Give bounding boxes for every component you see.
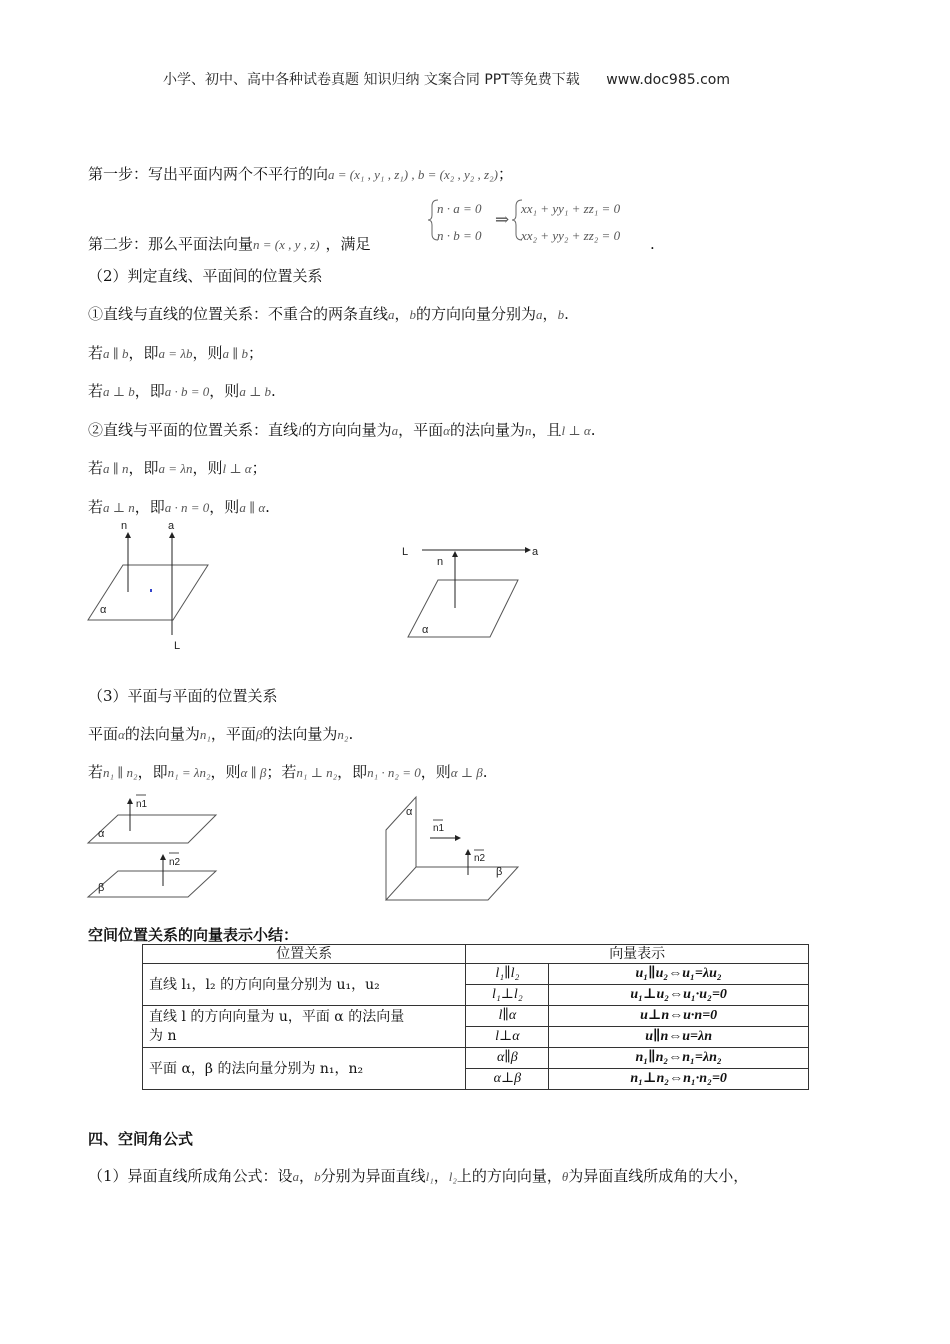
ll-sep2: ， <box>542 305 558 323</box>
row3-a: α∥β <box>466 1048 549 1069</box>
table-row <box>143 964 809 985</box>
fig1-label-alpha: α <box>100 604 107 616</box>
line-line-rule-perp <box>88 381 276 402</box>
lp-a: a <box>391 423 399 438</box>
s4-p1: （1）异面直线所成角公式：设 <box>88 1167 293 1185</box>
ll-vb: b <box>557 307 565 322</box>
vector-n2-arrow-4 <box>465 849 471 855</box>
pp-r-pre: 若 <box>88 763 104 781</box>
lp-alpha: α <box>443 423 450 438</box>
fig3-label-alpha: α <box>98 828 105 840</box>
line-line-title <box>88 304 569 325</box>
header-text: 小学、初中、高中各种试卷真题 知识归纳 文案合同 PPT等免费下载 <box>163 72 580 88</box>
system-arrow: ⇒ <box>495 210 510 230</box>
summary-table <box>142 944 809 1090</box>
fig2-label-n: n <box>437 556 444 568</box>
s4-b: b <box>314 1169 321 1184</box>
system-left-2: n · b = 0 <box>437 228 482 243</box>
fig1-label-n: n <box>121 520 128 532</box>
lp-r1-mid: ，即 <box>128 459 159 477</box>
s4-theta: θ <box>561 1169 569 1184</box>
ll-r2-end: . <box>271 382 276 400</box>
plane-beta-3 <box>88 871 216 897</box>
step2-text: 第二步：那么平面法向量 <box>88 235 254 253</box>
fig3-label-n2: n2 <box>169 857 181 868</box>
lp-r2-cond: a ⊥ n <box>103 500 135 515</box>
ll-r1-formula: a = λb <box>158 346 193 361</box>
figure-line-perp-plane <box>88 520 308 655</box>
lp-t4: 的法向量为 <box>450 421 526 439</box>
table-row <box>143 1006 809 1027</box>
ll-mid: 的方向向量分别为 <box>416 305 537 323</box>
ll-r2-then: ，则 <box>209 382 240 400</box>
plane-plane-rules <box>88 762 488 783</box>
lp-r2-formula: a · n = 0 <box>164 500 210 515</box>
lp-r2-result: a ∥ α <box>239 500 266 515</box>
figure-perpendicular-planes <box>386 795 536 905</box>
vector-n-arrow-2 <box>452 551 458 557</box>
ll-r1-cond: a ∥ b <box>103 346 129 361</box>
figure-line-parallel-plane <box>398 540 568 650</box>
plane-alpha-3 <box>88 815 216 843</box>
fig3-label-beta: β <box>98 882 105 894</box>
pp-r-then1: ，则 <box>210 763 241 781</box>
step2-line <box>88 234 371 255</box>
ll-r2-mid: ，即 <box>134 382 165 400</box>
system-right-1: xx₁ + yy₁ + zz₁ = 0 <box>521 201 621 216</box>
lp-r1-then: ，则 <box>192 459 223 477</box>
ll-a: a <box>388 307 395 322</box>
s4-sep1: ， <box>299 1167 315 1185</box>
row1-b-formula: u₁⊥u₂⇔u₁·u₂=0 <box>549 985 809 1006</box>
fig3-label-n1: n1 <box>136 799 148 810</box>
lp-r2-pre: 若 <box>88 498 104 516</box>
summary-title: 空间位置关系的向量表示小结： <box>88 926 299 944</box>
lp-r2-mid: ，即 <box>134 498 165 516</box>
s4-a: a <box>292 1169 300 1184</box>
section-4-title: 四、空间角公式 <box>88 1130 194 1148</box>
s4-sep2: ， <box>433 1167 449 1185</box>
pp-p3: ，平面 <box>210 725 256 743</box>
pp-n1: n₁ <box>199 727 211 742</box>
line-line-rule-parallel <box>88 343 263 364</box>
ll-end: . <box>564 305 569 323</box>
vector-a-arrow <box>169 532 175 538</box>
table-header-row <box>143 945 809 964</box>
fig4-label-alpha: α <box>406 806 413 818</box>
ll-r1-result: a ∥ b <box>222 346 248 361</box>
pp-r-result2: α ⊥ β <box>450 765 483 780</box>
pp-r-then2: ，则 <box>420 763 451 781</box>
pp-p5: . <box>348 725 354 743</box>
ll-r2-cond: a ⊥ b <box>103 384 135 399</box>
ll-va: a <box>536 307 543 322</box>
s4-l2: l₂ <box>448 1169 457 1184</box>
row1-a-formula: u₁∥u₂⇔u₁=λu₂ <box>549 964 809 985</box>
lp-r1-pre: 若 <box>88 459 104 477</box>
page-header <box>163 70 730 90</box>
line-plane-rule-perp <box>88 458 267 479</box>
header-vector: 向量表示 <box>466 945 809 964</box>
ll-r2-result: a ⊥ b <box>239 384 272 399</box>
ll-title-text: ①直线与直线的位置关系：不重合的两条直线 <box>88 305 389 323</box>
lp-r1-result: l ⊥ α <box>222 461 252 476</box>
step2-formula: n = (x , y , z) <box>253 237 320 252</box>
lp-r1-end: ； <box>251 459 267 477</box>
system-right-2: xx₂ + yy₂ + zz₂ = 0 <box>521 228 621 243</box>
row2-desc-line2: 为 n <box>149 1027 177 1044</box>
section-2-title: （2）判定直线、平面间的位置关系 <box>88 267 323 285</box>
ll-r2-formula: a · b = 0 <box>164 384 210 399</box>
row2-b-formula: u∥n⇔u=λn <box>549 1027 809 1048</box>
ll-b: b <box>409 307 417 322</box>
vector-n2-arrow <box>160 854 166 860</box>
fig4-label-n1: n1 <box>433 823 445 834</box>
fig1-label-a: a <box>168 520 175 532</box>
system-left-1: n · a = 0 <box>437 201 482 216</box>
figure-parallel-planes <box>88 793 228 903</box>
ll-sep: ， <box>394 305 410 323</box>
fig2-label-a: a <box>532 546 539 558</box>
ll-r1-mid: ，即 <box>128 344 159 362</box>
pp-r-mid1: ，即 <box>137 763 168 781</box>
s4-p2: 分别为异面直线 <box>320 1167 426 1185</box>
pp-r-cond2: n₁ ⊥ n₂ <box>296 765 338 780</box>
pp-r-mid2: ，即 <box>337 763 368 781</box>
pp-r-formula2: n₁ · n₂ = 0 <box>367 765 421 780</box>
row3-b-formula: n₁⊥n₂⇔n₁·n₂=0 <box>549 1069 809 1090</box>
row2-a: l∥α <box>466 1006 549 1027</box>
pp-beta: β <box>255 727 263 742</box>
lp-t3: ，平面 <box>398 421 444 439</box>
step2-mid: ，满足 <box>325 235 371 253</box>
s4-l1: l₁ <box>425 1169 434 1184</box>
lp-n: n <box>525 423 532 438</box>
ll-r1-then: ，则 <box>192 344 223 362</box>
ll-r1-end: ； <box>247 344 263 362</box>
lp-r1-formula: a = λn <box>158 461 193 476</box>
section-3-title: （3）平面与平面的位置关系 <box>88 687 278 705</box>
lp-l: l <box>298 423 302 438</box>
s4-p4: 为异面直线所成角的大小， <box>568 1167 749 1185</box>
vector-n1-arrow <box>127 798 133 804</box>
pp-r-formula1: n₁ = λn₂ <box>167 765 211 780</box>
row2-b: l⊥α <box>466 1027 549 1048</box>
lp-r1-cond: a ∥ n <box>103 461 129 476</box>
lp-end: . <box>590 421 596 439</box>
pp-alpha: α <box>118 727 125 742</box>
row3-b: α⊥β <box>466 1069 549 1090</box>
step1-line <box>88 164 513 185</box>
fig4-label-n2: n2 <box>474 853 486 864</box>
section-4-line1 <box>88 1166 748 1187</box>
step1-text: 第一步：写出平面内两个不平行的向 <box>88 165 329 183</box>
pp-p2: 的法向量为 <box>124 725 200 743</box>
vector-a-arrow-2 <box>525 547 531 553</box>
line-plane-title <box>88 420 595 441</box>
lp-r2-end: . <box>265 498 270 516</box>
pp-p1: 平面 <box>88 725 119 743</box>
plane-plane-normals <box>88 724 353 745</box>
pp-r-cond1: n₁ ∥ n₂ <box>103 765 138 780</box>
step2-end: . <box>650 235 655 253</box>
lp-cond: l ⊥ α <box>561 423 591 438</box>
pp-r-sep: ；若 <box>266 763 297 781</box>
ll-r2-pre: 若 <box>88 382 104 400</box>
vector-n1-arrow-4 <box>455 835 461 841</box>
lp-title-text: ②直线与平面的位置关系：直线 <box>88 421 299 439</box>
pp-n2: n₂ <box>337 727 349 742</box>
row2-a-formula: u⊥n⇔u·n=0 <box>549 1006 809 1027</box>
ll-r1-pre: 若 <box>88 344 104 362</box>
header-site: www.doc985.com <box>606 72 730 88</box>
header-position: 位置关系 <box>143 945 466 964</box>
fig2-label-alpha: α <box>422 624 429 636</box>
row2-desc <box>143 1006 466 1048</box>
row3-desc: 平面 α，β 的法向量分别为 n₁，n₂ <box>143 1048 466 1090</box>
step1-end: ； <box>497 165 513 183</box>
row1-desc: 直线 l₁，l₂ 的方向向量分别为 u₁，u₂ <box>143 964 466 1006</box>
fig4-label-beta: β <box>496 866 503 878</box>
step1-formula: a = (x₁ , y₁ , z₁) , b = (x₂ , y₂ , z₂) <box>328 167 498 182</box>
lp-t2: 的方向向量为 <box>301 421 392 439</box>
row1-b: l₁⊥l₂ <box>466 985 549 1006</box>
pp-p4: 的法向量为 <box>262 725 338 743</box>
line-plane-rule-parallel <box>88 497 270 518</box>
table-row <box>143 1048 809 1069</box>
fig1-label-L: L <box>174 640 181 652</box>
fig2-label-L: L <box>402 546 409 558</box>
pp-r-end: . <box>482 763 488 781</box>
lp-t5: ，且 <box>531 421 562 439</box>
vector-n-arrow <box>125 532 131 538</box>
row2-desc-line1: 直线 l 的方向向量为 u，平面 α 的法向量 <box>149 1008 405 1025</box>
row1-a: l₁∥l₂ <box>466 964 549 985</box>
row3-a-formula: n₁∥n₂⇔n₁=λn₂ <box>549 1048 809 1069</box>
s4-p3: 上的方向向量， <box>456 1167 562 1185</box>
lp-r2-then: ，则 <box>209 498 240 516</box>
pp-r-result1: α ∥ β <box>240 765 267 780</box>
